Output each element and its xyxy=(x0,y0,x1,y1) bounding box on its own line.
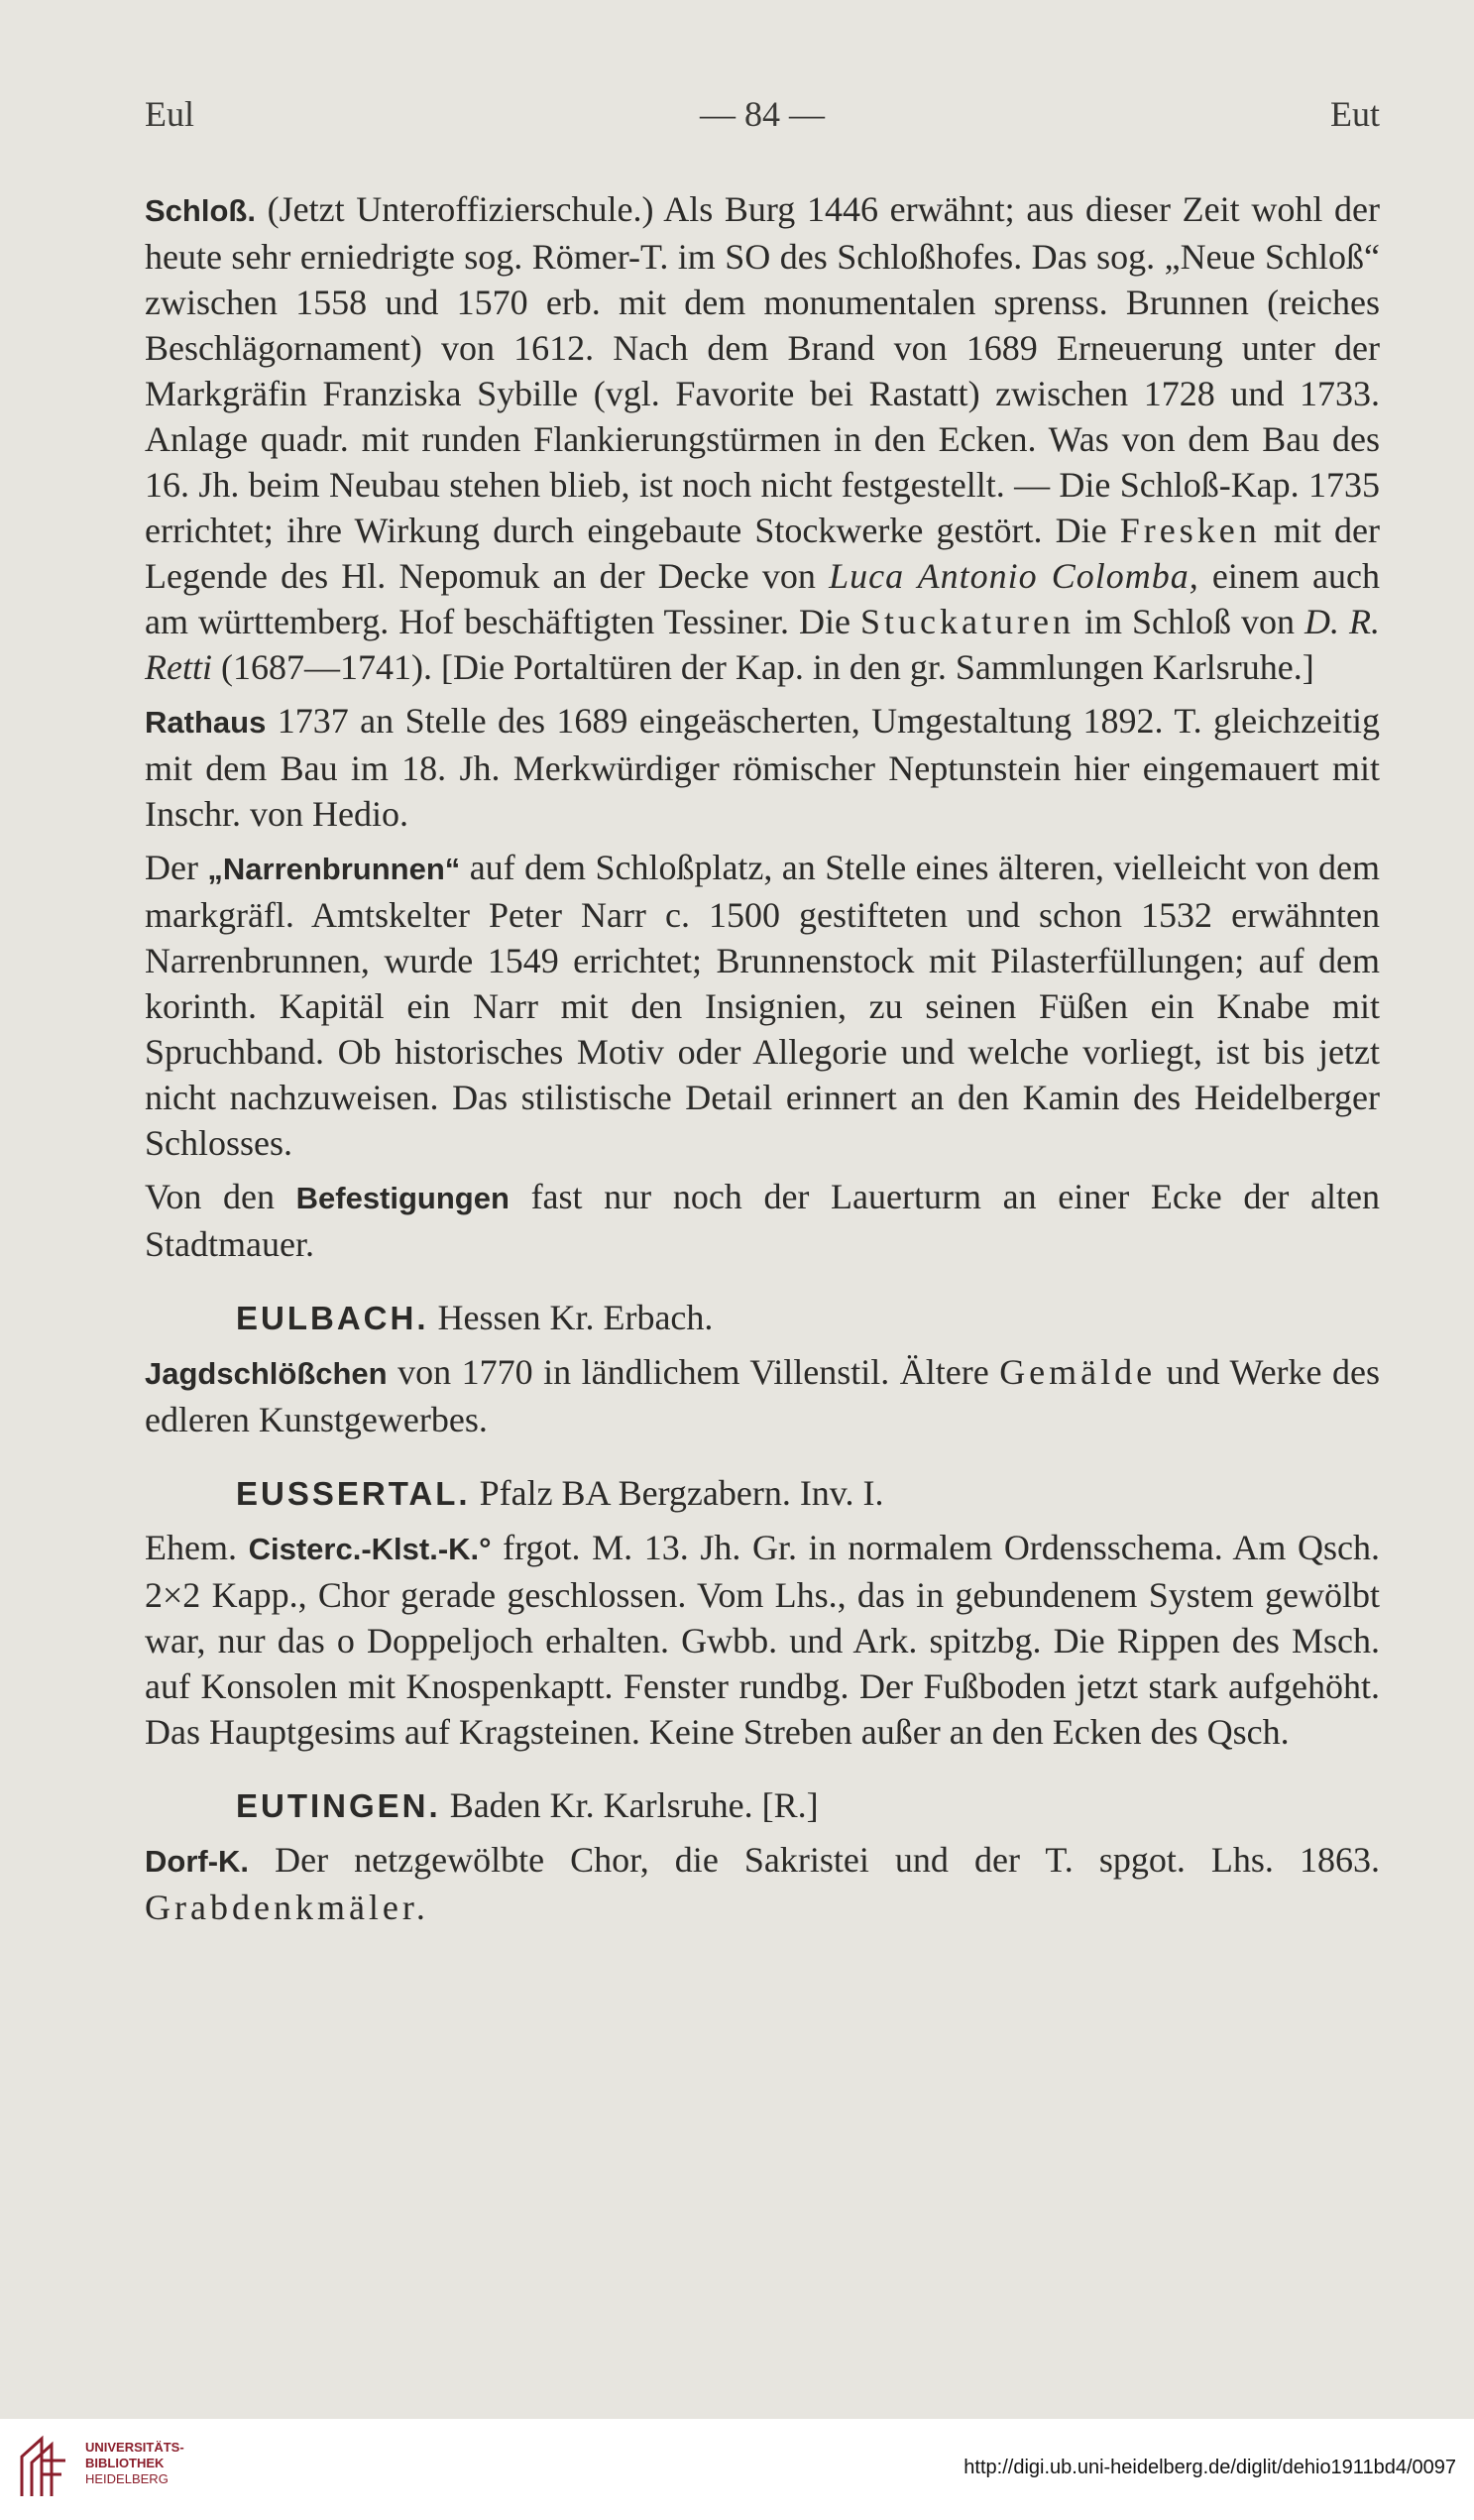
entry-text: frgot. M. 13. Jh. Gr. in normalem Ordensschema. Am Qsch. 2×2 Kapp., Chor gerade geschlossen. Vom Lhs., das in gebundenem System gewölbt war, nur das o Doppeljoch erhalten. Gwbb. und Ark. spitzbg. Die Rippen des Msch. auf Konsolen mit Knospenkaptt. Fenster rundbg. Der Fußboden jetzt stark aufgehöht. Das Hauptgesims auf Kragsteinen. Keine Streben außer an den Ecken des Qsch. xyxy=(145,1528,1380,1752)
entry-text: Von den xyxy=(145,1177,296,1216)
entry-befestigungen xyxy=(145,1174,1380,1267)
spaced-stuckaturen: Stuckaturen xyxy=(860,602,1075,641)
place-location: Pfalz BA Bergzabern. Inv. I. xyxy=(470,1473,884,1513)
entry-text: Der netzgewölbte Chor, die Sakristei und der T. spgot. Lhs. 1863. xyxy=(249,1840,1380,1880)
keyword-rathaus: Rathaus xyxy=(145,705,267,740)
spaced-grabdenkmaeler: Grabdenkmäler. xyxy=(145,1888,429,1927)
entry-text: einem auch am württemberg. Hof beschäftigten Tessiner. Die xyxy=(145,556,1381,641)
place-location: Baden Kr. Karlsruhe. [R.] xyxy=(440,1785,819,1825)
place-heading-eulbach xyxy=(145,1295,1380,1341)
place-location: Hessen Kr. Erbach. xyxy=(428,1298,714,1337)
header-right: Eut xyxy=(1330,94,1380,134)
keyword-jagdschloesschen: Jagdschlößchen xyxy=(145,1356,388,1391)
keyword-schloss: Schloß. xyxy=(145,193,256,228)
entry-dorfkirche xyxy=(145,1837,1380,1930)
logo-line-2: BIBLIOTHEK xyxy=(85,2456,165,2470)
keyword-dorfkirche: Dorf-K. xyxy=(145,1844,250,1879)
entry-text: (Jetzt Unteroffizierschule.) Als Burg 1446 erwähnt; aus dieser Zeit wohl der heute sehr erniedrigte sog. Römer-T. im SO des Schloßhofes. Das sog. „Neue Schloß“ zwischen 1558 und 1570 erb. mit dem monumentalen sprenss. Brunnen (reiches Beschlägornament) von 1612. Nach dem Brand von 1689 Erneuerung unter der Markgräfin Franziska Sybille (vgl. Favorite bei Rastatt) zwischen 1728 und 1733. Anlage quadr. mit runden Flankierungstürmen in den Ecken. Was von dem Bau des 16. Jh. beim Neubau stehen blieb, ist noch nicht festgestellt. — Die Schloß-Kap. 1735 errichtet; ihre Wirkung durch eingebaute Stockwerke gestört. Die xyxy=(145,189,1380,550)
place-name-eutingen: EUTINGEN. xyxy=(236,1787,441,1824)
spaced-fresken: Fresken xyxy=(1119,511,1261,550)
painter-name: Luca Antonio Colomba, xyxy=(829,556,1199,596)
entry-narrenbrunnen xyxy=(145,845,1380,1166)
entry-text: auf dem Schloßplatz, an Stelle eines älteren, vielleicht von dem markgräfl. Amtskelter Peter Narr c. 1500 gestifteten und schon 1532 erwähnten Narrenbrunnen, wurde 1549 errichtet; Brunnenstock mit Pilasterfüllungen; auf dem korinth. Kapitäl ein Narr mit den Insignien, zu seinen Füßen ein Knabe mit Spruchband. Ob historisches Motiv oder Allegorie und welche vorliegt, ist bis jetzt nicht nachzuweisen. Das stilistische Detail erinnert an den Kamin des Heidelberger Schlosses. xyxy=(145,848,1380,1163)
entry-text: mit der Legende des Hl. Nepomuk an der Decke von xyxy=(145,511,1380,596)
entry-jagdschloesschen xyxy=(145,1349,1380,1442)
keyword-narrenbrunnen: „Narrenbrunnen“ xyxy=(207,852,461,886)
place-heading-eutingen xyxy=(145,1782,1380,1829)
page-body xyxy=(145,186,1380,1930)
header-left: Eul xyxy=(145,94,194,134)
logo-line-1: UNIVERSITÄTS- xyxy=(85,2440,184,2455)
entry-text: Der xyxy=(145,848,208,887)
keyword-befestigungen: Befestigungen xyxy=(295,1181,510,1215)
place-name-eulbach: EULBACH. xyxy=(236,1300,429,1336)
place-name-eussertal: EUSSERTAL. xyxy=(236,1475,471,1512)
digitization-footer xyxy=(0,2419,1474,2520)
place-heading-eussertal xyxy=(145,1470,1380,1517)
keyword-klosterkirche: Cisterc.-Klst.-K.° xyxy=(248,1532,492,1566)
entry-text: 1737 an Stelle des 1689 eingeäscherten, Umgestaltung 1892. T. gleichzeitig mit dem Bau im 18. Jh. Merkwürdiger römischer Neptunstein hier eingemauert mit Inschr. von Hedio. xyxy=(145,701,1380,834)
entry-text: im Schloß von xyxy=(1074,602,1304,641)
entry-rathaus xyxy=(145,698,1380,837)
page-number: — 84 — xyxy=(700,94,825,134)
entry-schloss xyxy=(145,186,1380,690)
entry-text: von 1770 in ländlichem Villenstil. Ältere xyxy=(387,1352,1000,1392)
entry-text: Ehem. xyxy=(145,1528,249,1567)
logo-line-3: HEIDELBERG xyxy=(85,2471,169,2486)
library-logo-text xyxy=(85,2440,184,2487)
entry-text: und Werke des edleren Kunstgewerbes. xyxy=(145,1352,1380,1439)
entry-text: (1687—1741). [Die Portaltüren der Kap. in den gr. Sammlungen Karlsruhe.] xyxy=(211,647,1314,687)
source-url[interactable]: http://digi.ub.uni-heidelberg.de/diglit/dehio1911bd4/0097 xyxy=(964,2457,1456,2478)
spaced-gemaelde: Gemälde xyxy=(999,1352,1157,1392)
library-logo-icon xyxy=(16,2435,73,2498)
entry-text: fast nur noch der Lauerturm an einer Ecke der alten Stadtmauer. xyxy=(145,1177,1380,1264)
stuccator-name: D. R. Retti xyxy=(145,602,1380,687)
entry-klosterkirche xyxy=(145,1525,1380,1755)
